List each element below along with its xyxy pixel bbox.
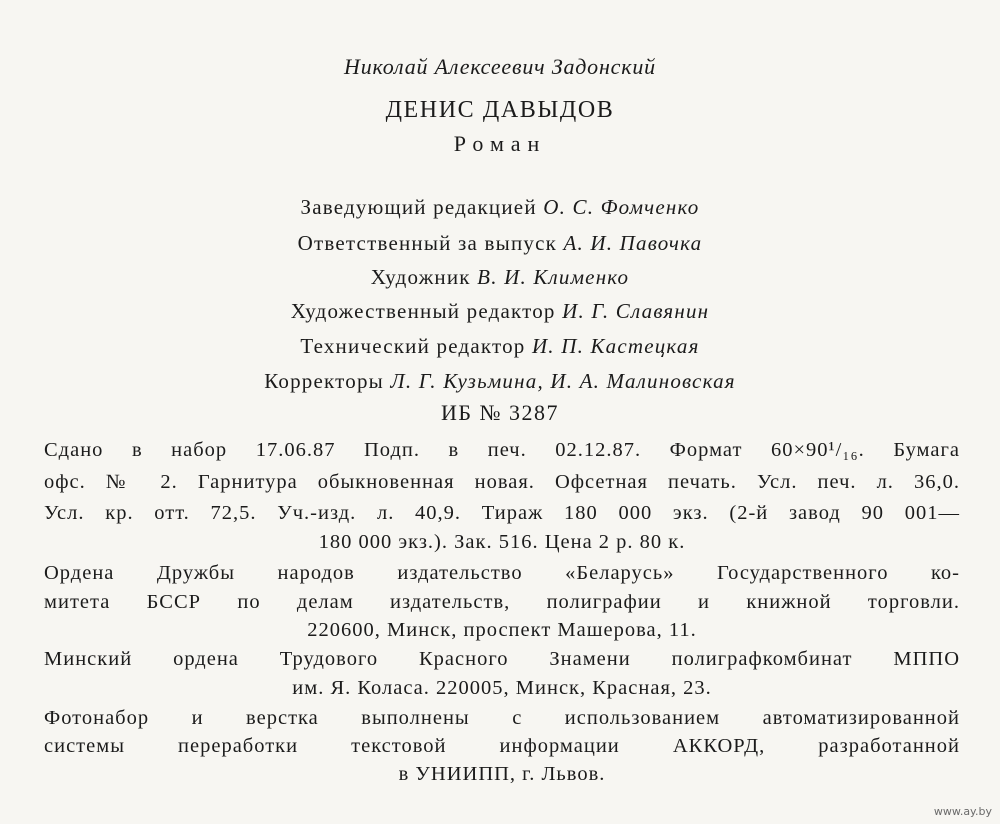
imprint-line: Фотонабор и верстка выполнены с использованием автоматизированной	[44, 707, 960, 729]
imprint-line: Минский ордена Трудового Красного Знамени полиграфкомбинат МППО	[44, 648, 960, 670]
ib-number: ИБ № 3287	[440, 400, 559, 425]
imprint-line: 180 000 экз.). Зак. 516. Цена 2 р. 80 к.	[318, 531, 686, 553]
imprint-line: Сдано в набор 17.06.87 Подп. в печ. 02.12.87. Формат 60×90¹/₁₆. Бумага	[44, 439, 960, 461]
imprint-line: Усл. кр. отт. 72,5. Уч.-изд. л. 40,9. Тираж 180 000 экз. (2-й завод 90 001—	[44, 502, 960, 524]
book-title: ДЕНИС ДАВЫДОВ	[385, 97, 615, 123]
imprint-line: митета БССР по делам издательств, полиграфии и книжной торговли.	[44, 591, 960, 613]
credit-line	[0, 233, 1000, 254]
credit-role: Художественный редактор	[290, 299, 556, 323]
imprint-line: 220600, Минск, проспект Машерова, 11.	[307, 619, 697, 641]
credit-role: Корректоры	[264, 369, 384, 393]
credit-person: О. С. Фомченко	[543, 195, 700, 219]
credit-person: В. И. Клименко	[477, 265, 630, 289]
credit-line	[0, 301, 1000, 322]
credit-person: И. П. Кастецкая	[531, 334, 700, 358]
credit-role: Ответственный за выпуск	[297, 231, 557, 255]
author-name: Николай Алексеевич Задонский	[344, 54, 656, 79]
credit-role: Заведующий редакцией	[300, 195, 537, 219]
imprint-line: Ордена Дружбы народов издательство «Беларусь» Государственного ко-	[44, 562, 960, 584]
credit-person: А. И. Павочка	[563, 231, 703, 255]
credit-line	[0, 371, 1000, 392]
credit-line	[0, 267, 1000, 288]
credit-line	[0, 336, 1000, 357]
credit-line	[0, 197, 1000, 218]
imprint-line: системы переработки текстовой информации АККОРД, разработанной	[44, 735, 960, 757]
book-genre: Роман	[453, 131, 547, 156]
watermark: www.ay.by	[933, 805, 992, 818]
imprint-line: им. Я. Коласа. 220005, Минск, Красная, 23.	[292, 677, 712, 699]
imprint-line: в УНИИПП, г. Львов.	[398, 763, 606, 785]
credit-role: Технический редактор	[300, 334, 526, 358]
credit-person: И. Г. Славянин	[562, 299, 710, 323]
credit-person: Л. Г. Кузьмина, И. А. Малиновская	[390, 369, 736, 393]
credit-role: Художник	[370, 265, 471, 289]
imprint-line: офс. № 2. Гарнитура обыкновенная новая. Офсетная печать. Усл. печ. л. 36,0.	[44, 471, 960, 493]
